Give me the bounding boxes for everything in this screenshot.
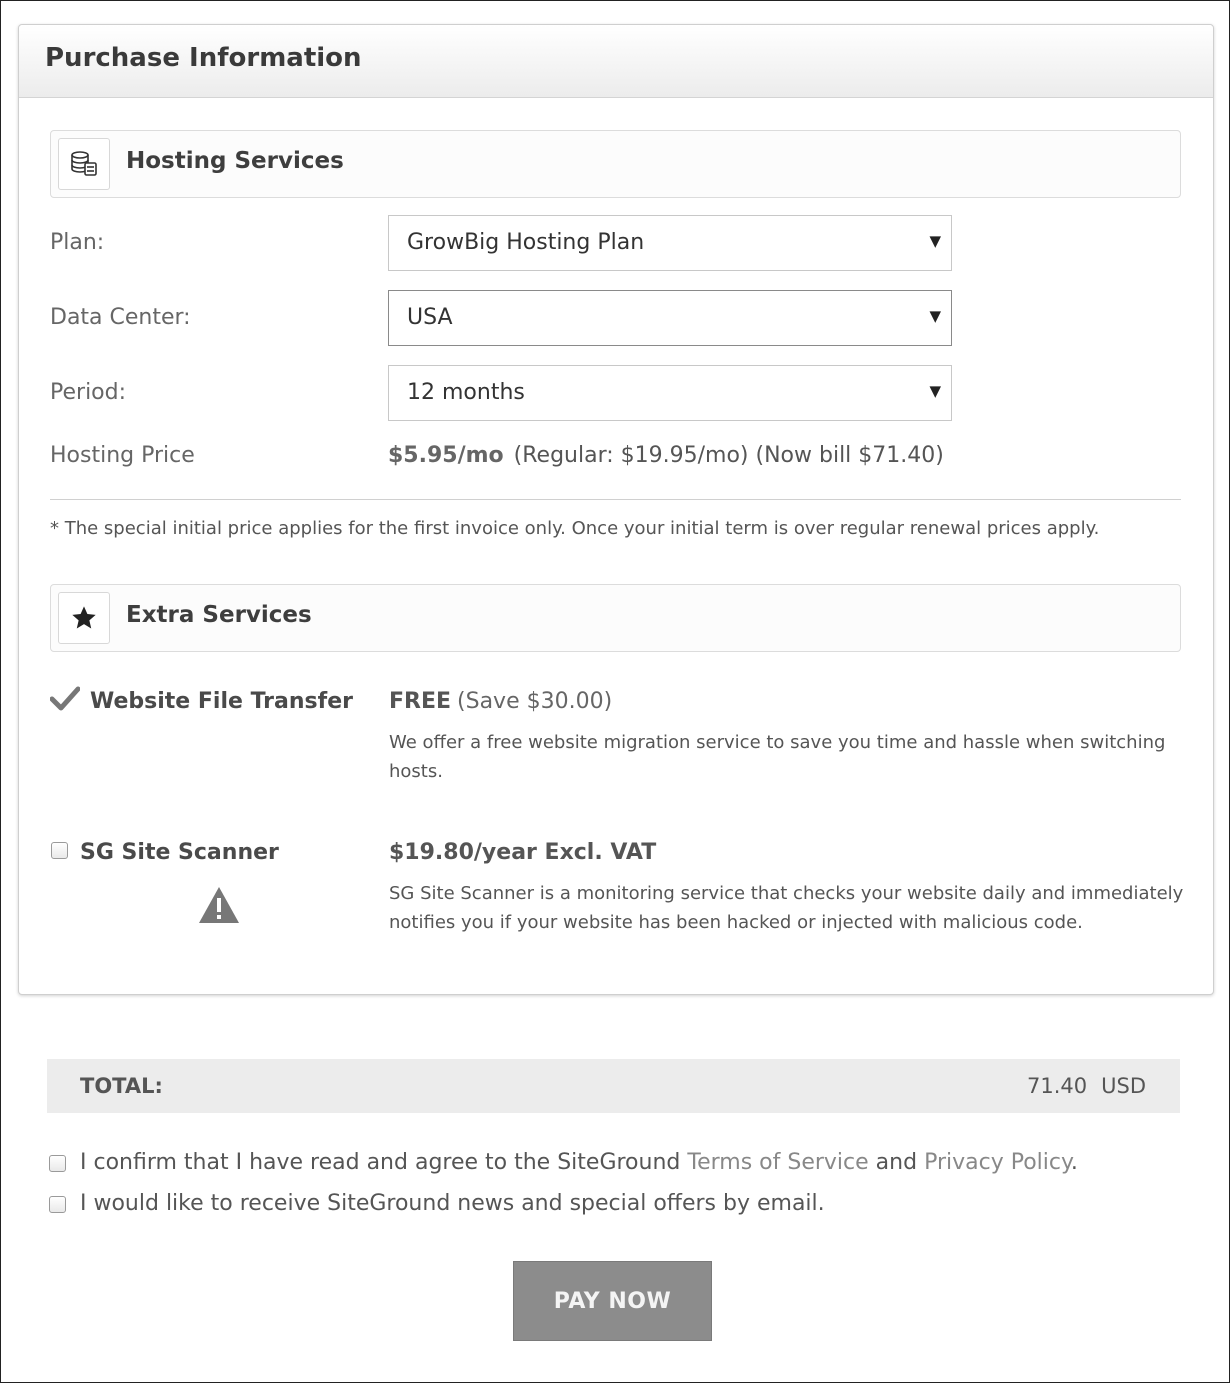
chevron-down-icon: ▼ <box>929 232 941 250</box>
website-file-transfer-name: Website File Transfer <box>90 689 353 714</box>
transfer-price-strong: FREE <box>389 689 452 714</box>
website-file-transfer-description: We offer a free website migration service to save you time and hassle when switching hosts. <box>389 732 1166 782</box>
hosting-price-value <box>388 443 944 468</box>
checkmark-icon <box>50 685 80 715</box>
datacenter-label: Data Center: <box>50 305 191 330</box>
datacenter-select[interactable] <box>388 290 952 346</box>
plan-select-value: GrowBig Hosting Plan <box>407 230 645 255</box>
card-title: Purchase Information <box>45 43 362 73</box>
website-file-transfer-price <box>389 689 612 714</box>
tos-and: and <box>868 1150 925 1175</box>
plan-label: Plan: <box>50 230 105 255</box>
total-label: TOTAL: <box>80 1074 163 1098</box>
hosting-price-detail: (Regular: $19.95/mo) (Now bill $71.40) <box>513 443 944 468</box>
pricing-note: * The special initial price applies for the first invoice only. Once your initial term is over regular renewal prices apply. <box>50 518 1100 539</box>
period-select[interactable] <box>388 365 952 421</box>
chevron-down-icon: ▼ <box>929 382 941 400</box>
warning-icon[interactable] <box>197 885 241 929</box>
tos-checkbox[interactable] <box>49 1155 66 1172</box>
hosting-services-title: Hosting Services <box>126 148 344 174</box>
hosting-price-main: $5.95/mo <box>388 443 504 468</box>
site-scanner-description: SG Site Scanner is a monitoring service that checks your website daily and immediately notifies you if your website has been hacked or injected with malicious code. <box>389 883 1184 933</box>
divider <box>50 499 1181 500</box>
hosting-price-label: Hosting Price <box>50 443 195 468</box>
tos-suffix: . <box>1070 1150 1078 1175</box>
site-scanner-checkbox[interactable] <box>51 842 68 859</box>
privacy-policy-link[interactable]: Privacy Policy <box>924 1150 1071 1175</box>
tos-prefix: I confirm that I have read and agree to the SiteGround <box>80 1150 688 1175</box>
chevron-down-icon: ▼ <box>929 307 941 325</box>
server-stack-icon <box>58 138 110 190</box>
extra-services-header <box>50 584 1181 652</box>
star-icon <box>58 592 110 644</box>
period-select-value: 12 months <box>407 380 525 405</box>
terms-of-service-link[interactable]: Terms of Service <box>687 1150 869 1175</box>
newsletter-checkbox[interactable] <box>49 1196 66 1213</box>
transfer-price-detail: (Save $30.00) <box>457 689 613 714</box>
scanner-price-strong: $19.80/year Excl. VAT <box>389 840 657 865</box>
period-label: Period: <box>50 380 127 405</box>
newsletter-text: I would like to receive SiteGround news and special offers by email. <box>80 1191 825 1216</box>
extra-services-title: Extra Services <box>126 602 312 628</box>
plan-select[interactable] <box>388 215 952 271</box>
purchase-information-card <box>18 24 1214 995</box>
datacenter-select-value: USA <box>407 305 453 330</box>
site-scanner-price <box>389 840 662 865</box>
card-header <box>19 25 1213 98</box>
total-bar <box>47 1059 1180 1113</box>
total-amount <box>1013 1074 1146 1098</box>
site-scanner-name: SG Site Scanner <box>80 840 279 865</box>
total-currency: USD <box>1101 1074 1146 1098</box>
pay-now-button[interactable]: PAY NOW <box>513 1261 712 1341</box>
total-amount-value: 71.40 <box>1027 1074 1088 1098</box>
hosting-services-header <box>50 130 1181 198</box>
tos-agreement-text <box>80 1150 1078 1175</box>
